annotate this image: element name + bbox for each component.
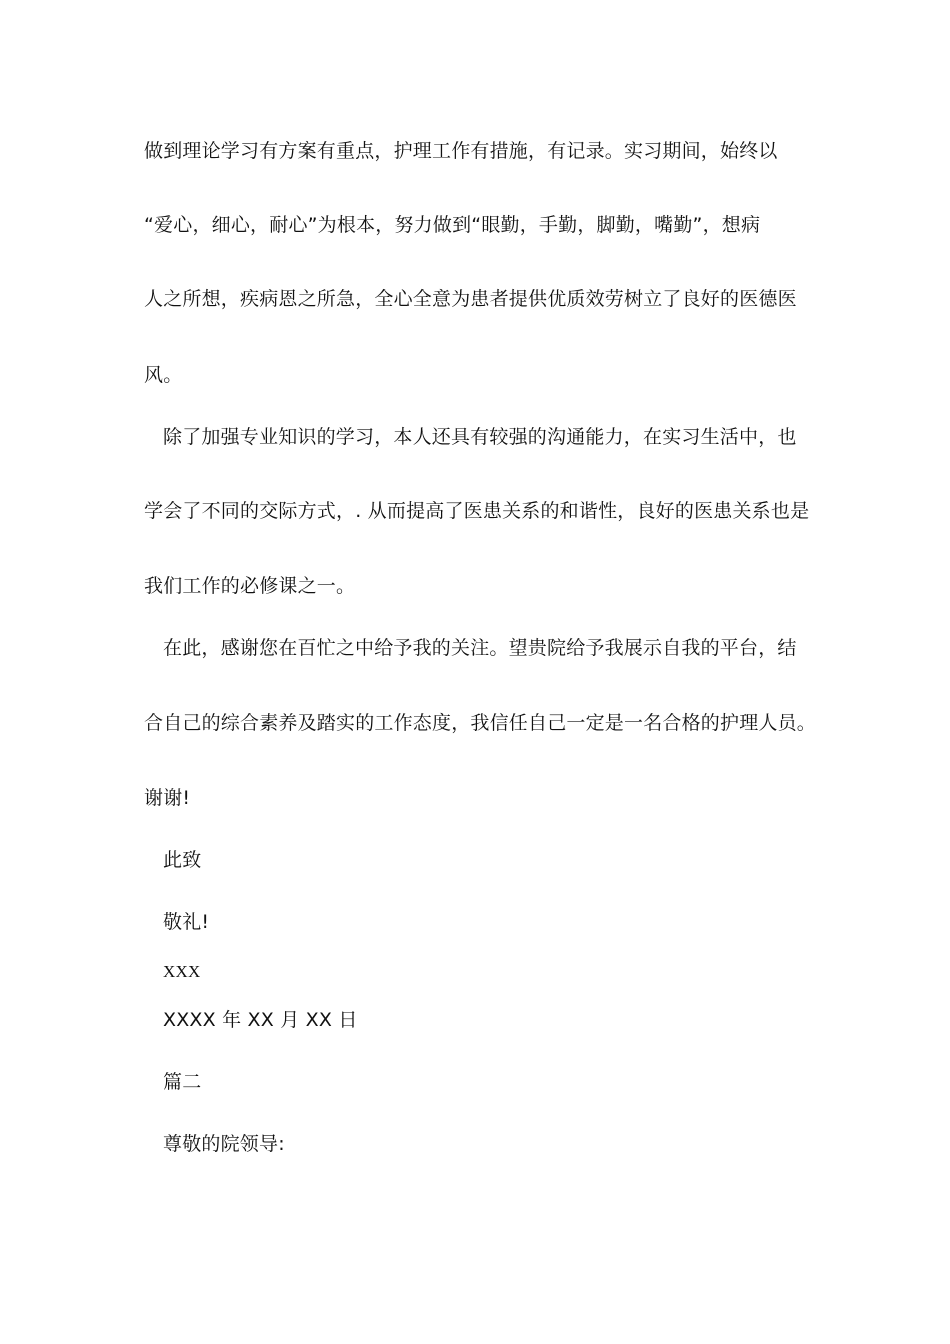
- paragraph2-line3: 我们工作的必修课之一。: [144, 575, 356, 597]
- paragraph3-line3: 谢谢!: [144, 787, 191, 809]
- closing-salutation: 此致: [163, 849, 202, 871]
- signature-date: XXXX 年 XX 月 XX 日: [163, 1009, 358, 1031]
- paragraph3-line2: 合自己的综合素养及踏实的工作态度，我信任自己一定是一名合格的护理人员。: [144, 712, 817, 734]
- closing-regards: 敬礼!: [163, 911, 210, 933]
- paragraph2-line1: 除了加强专业知识的学习，本人还具有较强的沟通能力，在实习生活中，也: [163, 426, 797, 448]
- paragraph1-line1: 做到理论学习有方案有重点，护理工作有措施，有记录。实习期间，始终以: [144, 140, 778, 162]
- paragraph3-line1: 在此，感谢您在百忙之中给予我的关注。望贵院给予我展示自我的平台，结: [163, 637, 797, 659]
- paragraph2-line2: 学会了不同的交际方式，. 从而提高了医患关系的和谐性，良好的医患关系也是: [144, 500, 810, 522]
- section2-heading: 篇二: [163, 1071, 202, 1093]
- signature-name: XXX: [163, 962, 201, 981]
- paragraph1-line2: “爱心，细心，耐心”为根本，努力做到“眼勤，手勤，脚勤，嘴勤”，想病: [144, 214, 761, 236]
- paragraph1-line4: 风。: [144, 364, 183, 386]
- paragraph1-line3: 人之所想，疾病恩之所急，全心全意为患者提供优质效劳树立了良好的医德医: [144, 288, 797, 310]
- section2-greeting: 尊敬的院领导:: [163, 1133, 285, 1155]
